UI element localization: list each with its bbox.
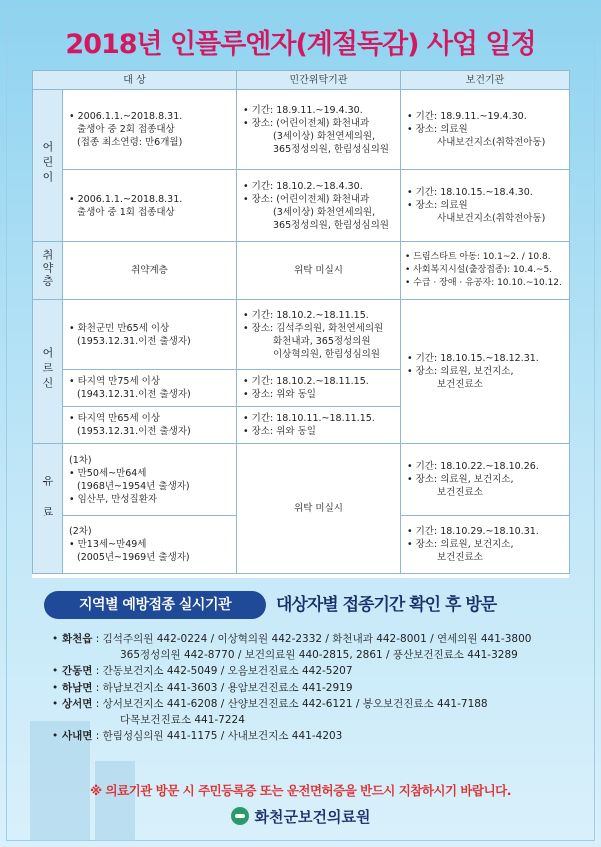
target-cell	[63, 370, 237, 407]
section-header	[44, 591, 564, 621]
cell-text: • 기간: 18.9.11.~19.4.30.	[243, 104, 363, 116]
header-target: 대 상	[33, 71, 237, 90]
area-name: 하남면	[62, 681, 93, 694]
cell-text: • 기간: 18.10.2.~18.4.30.	[243, 180, 363, 192]
group-label: 유료	[41, 475, 54, 537]
contact-text: 다목보건진료소 441-7224	[120, 713, 245, 726]
contact-text: 상서보건지소 441-6208 / 산양보건진료소 442-6121 / 봉오보건진료소 441-7188	[102, 698, 488, 710]
cell-text: 사내보건지소(취학전아동)	[437, 213, 546, 224]
public-cell	[401, 170, 570, 242]
group-elderly	[33, 300, 63, 444]
cell-text: • 장소: 위와 동일	[243, 389, 316, 400]
target-cell	[63, 444, 237, 516]
cell-text: • 기간: 18.10.15.~18.12.31.	[407, 353, 539, 364]
cell-text: (1968년~1954년 출생자)	[77, 480, 190, 492]
contact-list	[52, 632, 572, 746]
cell-text: • 기간: 18.10.2.~18.11.15.	[243, 376, 369, 387]
area-name: 사내면	[62, 730, 93, 742]
cell-text: 보건진료소	[437, 552, 483, 563]
contact-text: 하남보건지소 441-3603 / 용암보건진료소 441-2919	[102, 681, 353, 694]
cell-text: • 타지역 만75세 이상	[69, 376, 160, 387]
cell-text: • 장소: 의료원, 보건지소,	[407, 366, 514, 377]
cell-text: • 기간: 18.10.15.~18.4.30.	[407, 187, 533, 198]
cell-text: (3세이상) 화천연세의원,	[273, 130, 376, 142]
group-label: 취약층	[41, 248, 54, 288]
cell-text: • 장소: 의료원	[407, 124, 468, 135]
table-row	[33, 90, 570, 170]
bullet-icon: •	[52, 698, 59, 710]
private-cell: 위탁 미실시	[237, 444, 401, 574]
bullet-icon: •	[52, 633, 59, 645]
cell-text: • 수급 · 장애 · 유공자: 10.10.~10.12.	[405, 278, 562, 288]
contact-text: 간동보건지소 442-5049 / 오음보건진료소 442-5207	[102, 665, 353, 677]
private-cell: 위탁 미실시	[237, 242, 401, 300]
public-cell	[401, 90, 570, 170]
cell-text: • 장소: 의료원, 보건지소,	[407, 539, 514, 550]
header-public: 보건기관	[401, 71, 570, 90]
cell-text: • 2006.1.1.~2018.8.31.	[69, 193, 183, 205]
cell-text: 보건진료소	[437, 487, 483, 498]
cell-text: • 기간: 18.10.2.~18.11.15.	[243, 309, 369, 321]
bullet-icon: •	[52, 681, 59, 694]
cell-text: • 기간: 18.10.22.~18.10.26.	[407, 461, 539, 472]
private-cell	[237, 370, 401, 407]
contact-text: 365정성의원 442-8770 / 보건의료원 440-2815, 2861 / 풍산보건진료소 441-3289	[120, 648, 518, 661]
bullet-icon: •	[52, 665, 59, 677]
group-vulnerable	[33, 242, 63, 300]
target-cell	[63, 300, 237, 370]
schedule-panel	[32, 70, 569, 578]
target-cell	[63, 407, 237, 444]
cell-text: • 드림스타트 아동: 10.1~2. / 10.8.	[405, 252, 551, 262]
section-pill: 지역별 예방접종 실시기관	[44, 591, 266, 619]
table-row	[33, 242, 570, 300]
group-paid	[33, 444, 63, 574]
table-row	[33, 300, 570, 370]
area-name: 화천읍	[62, 633, 93, 645]
target-cell	[63, 516, 237, 574]
cell-text: • 장소: 김석주의원, 화천연세의원	[243, 322, 384, 334]
list-item: • 화천읍 : 김석주의원 442-0224 / 이상혁의원 442-2332 / 화천내과 442-8001 / 연세의원 441-3800 365정성의원 442-8770 / 보건의료원 440-2815, 2861 / 풍산보건진료소 441-3289	[52, 632, 572, 663]
group-label: 어린이	[41, 140, 54, 186]
cell-text: • 장소: 의료원, 보건지소,	[407, 474, 514, 485]
footer-org: 화천군보건의료원	[254, 808, 371, 826]
table-row	[33, 170, 570, 242]
group-label: 어르신	[41, 346, 54, 392]
group-children	[33, 90, 63, 242]
cell-text: • 타지역 만65세 이상	[69, 413, 160, 424]
section-title: 대상자별 접종기간 확인 후 방문	[276, 595, 497, 615]
hospital-logo-icon	[231, 807, 249, 825]
list-item: • 상서면 : 상서보건지소 441-6208 / 산양보건진료소 442-6121 / 봉오보건진료소 441-7188 다목보건진료소 441-7224	[52, 697, 572, 728]
notice-text: ※ 의료기관 방문 시 주민등록증 또는 운전면허증을 반드시 지참하시기 바랍니다.	[90, 783, 511, 798]
cell-text: • 임산부, 만성질환자	[69, 493, 158, 505]
cell-text: • 사회복지시설(출장접종): 10.4.~5.	[405, 265, 553, 275]
cell-text: 출생아 중 2회 접종대상	[77, 124, 175, 135]
cell-text: (2005년~1969년 출생자)	[77, 552, 190, 563]
bullet-icon: •	[52, 730, 59, 742]
cell-text: • 장소: 의료원	[407, 200, 468, 211]
private-cell	[237, 407, 401, 444]
contact-text: 김석주의원 442-0224 / 이상혁의원 442-2332 / 화천내과 442-8001 / 연세의원 441-3800	[102, 633, 532, 645]
public-cell	[401, 300, 570, 444]
cell-text: • 기간: 18.10.11.~18.11.15.	[243, 413, 375, 424]
cell-text: • 기간: 18.10.29.~18.10.31.	[407, 526, 539, 537]
list-item: • 사내면 : 한림성심의원 441-1175 / 사내보건지소 441-4203	[52, 729, 572, 745]
contact-text: 한림성심의원 441-1175 / 사내보건지소 441-4203	[102, 730, 343, 742]
cell-text: 이상혁의원, 한림성심의원	[273, 348, 380, 360]
cell-text: • 2006.1.1.~2018.8.31.	[69, 111, 183, 122]
public-cell	[401, 444, 570, 516]
cell-text: (3세이상) 화천연세의원,	[273, 206, 376, 218]
footer	[0, 806, 601, 827]
cell-text: 출생아 중 1회 접종대상	[77, 206, 175, 218]
cell-text: (2차)	[69, 526, 92, 537]
cell-text: • 화천군민 만65세 이상	[69, 322, 170, 334]
cell-text: (1953.12.31.이전 출생자)	[77, 335, 191, 347]
cell-text: 365정성의원, 한림성심의원	[273, 143, 389, 155]
list-item: • 간동면 : 간동보건지소 442-5049 / 오음보건진료소 442-5207	[52, 664, 572, 680]
cell-text: (접종 최소연령: 만6개월)	[77, 137, 183, 148]
cell-text: • 장소: (어린이전체) 화천내과	[243, 193, 370, 205]
cell-text: (1차)	[69, 454, 92, 466]
cell-text: • 기간: 18.9.11.~19.4.30.	[407, 111, 527, 122]
page-title: 2018년 인플루엔자(계절독감) 사업 일정	[65, 29, 536, 60]
public-cell	[401, 242, 570, 300]
header-private: 민간위탁기관	[237, 71, 401, 90]
private-cell	[237, 300, 401, 370]
cell-text: 사내보건지소(취학전아동)	[437, 137, 546, 148]
list-item: • 하남면 : 하남보건지소 441-3603 / 용암보건진료소 441-2919	[52, 681, 572, 697]
cell-text: 보건진료소	[437, 379, 483, 390]
cell-text: • 장소: (어린이전체) 화천내과	[243, 117, 370, 129]
cell-text: (1943.12.31.이전 출생자)	[77, 389, 191, 400]
private-cell	[237, 170, 401, 242]
cell-text: • 장소: 위와 동일	[243, 426, 316, 437]
area-name: 간동면	[62, 665, 93, 677]
cell-text: 365정성의원, 한림성심의원	[273, 219, 389, 231]
table-row	[33, 444, 570, 516]
target-cell	[63, 170, 237, 242]
cell-text: • 만13세~만49세	[69, 539, 147, 550]
building-decoration	[95, 761, 135, 841]
public-cell	[401, 516, 570, 574]
cell-text: 화천내과, 365정성의원	[273, 335, 371, 347]
private-cell	[237, 90, 401, 170]
cell-text: • 만50세~만64세	[69, 467, 147, 479]
schedule-table	[32, 70, 570, 574]
cell-text: (1953.12.31.이전 출생자)	[77, 426, 191, 437]
target-cell: 취약계층	[63, 242, 237, 300]
target-cell	[63, 90, 237, 170]
area-name: 상서면	[62, 698, 93, 710]
